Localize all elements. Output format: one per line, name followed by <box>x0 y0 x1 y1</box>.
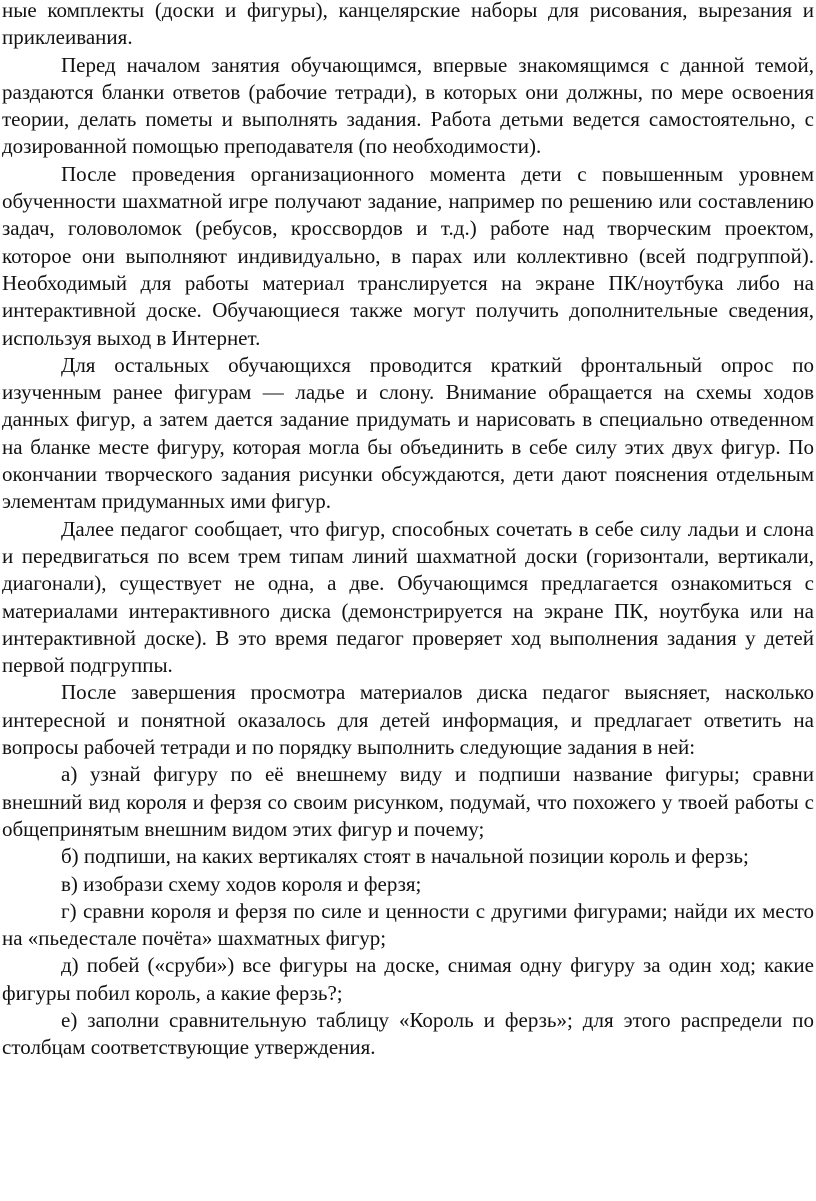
paragraph: Перед началом занятия обучающимся, впервые знакомящимся с данной темой, раздаются бланки ответов (рабочие тетради), в которых они должны, по мере освоения теории, делать пометы и выполнять задания. Работа детьми ведется самостоятельно, с дозированной помощью преподавателя (по необходимости). <box>2 52 814 159</box>
task-item-b: б) подпиши, на каких вертикалях стоят в начальной позиции король и ферзь; <box>61 844 749 869</box>
paragraph: После завершения просмотра материалов диска педагог выясняет, насколько интересной и понятной оказалось для детей информация, и предлагает ответить на вопросы рабочей тетради и по порядку выполнить следующие задания в ней: <box>2 680 814 760</box>
paragraph: Для остальных обучающихся проводится краткий фронтальный опрос по изученным ранее фигурам — ладье и слону. Внимание обращается на схемы ходов данных фигур, а затем дается задание придумать и нарисовать в специально отведенном на бланке месте фигуру, которая могла бы объединить в себе силу этих двух фигур. По окончании творческого задания рисунки обсуждаются, дети дают пояснения отдельным элементам придуманных ими фигур. <box>2 352 814 514</box>
paragraph: Далее педагог сообщает, что фигур, способных сочетать в себе силу ладьи и слона и передвигаться по всем трем типам линий шахматной доски (горизонтали, вертикали, диагонали), существует не одна, а две. Обучающимся предлагается ознакомиться с материалами интерактивного диска (демонстрируется на экране ПК, ноутбука или на интерактивной доске). В это время педагог проверяет ход выполнения задания у детей первой подгруппы. <box>2 516 814 678</box>
task-item-a: а) узнай фигуру по её внешнему виду и подпиши название фигуры; сравни внешний вид короля и ферзя со своим рисунком, подумай, что похожего у твоей работы с общепринятым внешним видом этих фигур и почему; <box>2 762 814 841</box>
paragraph: После проведения организационного момента дети с повышенным уровнем обученности шахматной игре получают задание, например по решению или составлению задач, головоломок (ребусов, кроссвордов и т.д.) работе над творческим проектом, которое они выполняют индивидуально, в парах или коллективно (всей подгруппой). Необходимый для работы материал транслируется на экране ПК/ноутбука либо на интерактивной доске. Обучающиеся также могут получить дополнительные сведения, используя выход в Интернет. <box>2 161 814 350</box>
task-item-d: г) сравни короля и ферзя по силе и ценности с другими фигурами; найди их место на «пьедестале почёта» шахматных фигур; <box>2 898 814 951</box>
task-item-f: е) заполни сравнительную таблицу «Король и ферзь»; для этого распредели по столбцам соответствующие утверждения. <box>2 1007 814 1060</box>
document-body <box>2 0 814 1062</box>
task-item-c: в) изобрази схему ходов короля и ферзя; <box>61 871 422 896</box>
task-item-e: д) побей («сруби») все фигуры на доске, снимая одну фигуру за один ход; какие фигуры побил король, а какие ферзь?; <box>2 953 814 1005</box>
paragraph-continuation: ные комплекты (доски и фигуры), канцелярские наборы для рисования, вырезания и приклеивания. <box>2 0 814 50</box>
